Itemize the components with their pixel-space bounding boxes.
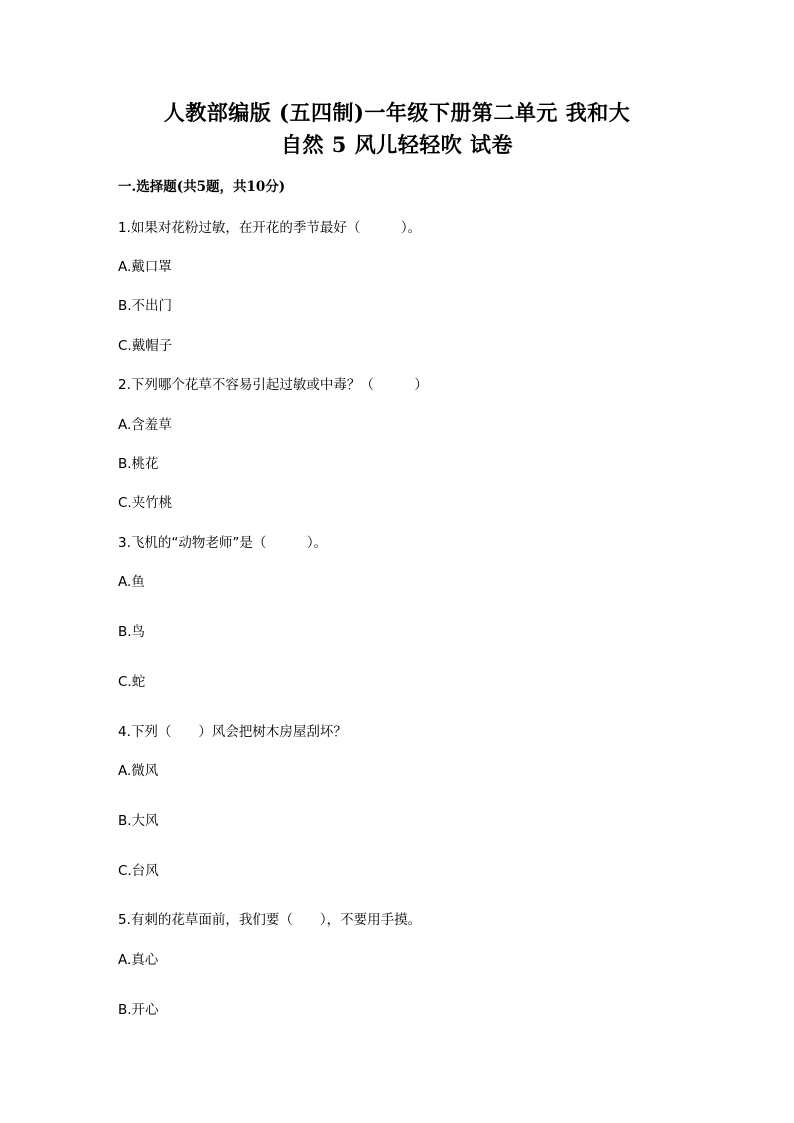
option-b: B.桃花 [118, 456, 159, 472]
question-stem: 2.下列哪个花草不容易引起过敏或中毒？（ ） [118, 377, 428, 393]
option-c: C.戴帽子 [118, 338, 173, 354]
option-c: C.蛇 [118, 674, 146, 690]
option-a: A.含羞草 [118, 417, 172, 433]
option-a: A.戴口罩 [118, 259, 172, 275]
option-a: A.微风 [118, 763, 159, 779]
section-heading: 一.选择题(共5题，共10分) [118, 179, 286, 195]
option-b: B.不出门 [118, 298, 173, 314]
option-b: B.大风 [118, 813, 159, 829]
option-a: A.鱼 [118, 574, 145, 590]
option-b: B.鸟 [118, 624, 146, 640]
question-stem: 4.下列（ ）风会把树木房屋刮坏？ [118, 724, 347, 740]
option-a: A.真心 [118, 952, 159, 968]
question-stem: 5.有刺的花草面前，我们要（ ），不要用手摸。 [118, 912, 422, 928]
question-stem: 1.如果对花粉过敏，在开花的季节最好（ ）。 [118, 220, 422, 236]
option-b: B.开心 [118, 1002, 159, 1018]
option-c: C.夹竹桃 [118, 495, 173, 511]
document-title-line-2: 自然 5 风儿轻轻吹 试卷 [280, 132, 514, 157]
document-title-line-1: 人教部编版 (五四制)一年级下册第二单元 我和大 [163, 100, 631, 125]
question-stem: 3.飞机的“动物老师”是（ ）。 [118, 535, 328, 551]
option-c: C.台风 [118, 863, 159, 879]
